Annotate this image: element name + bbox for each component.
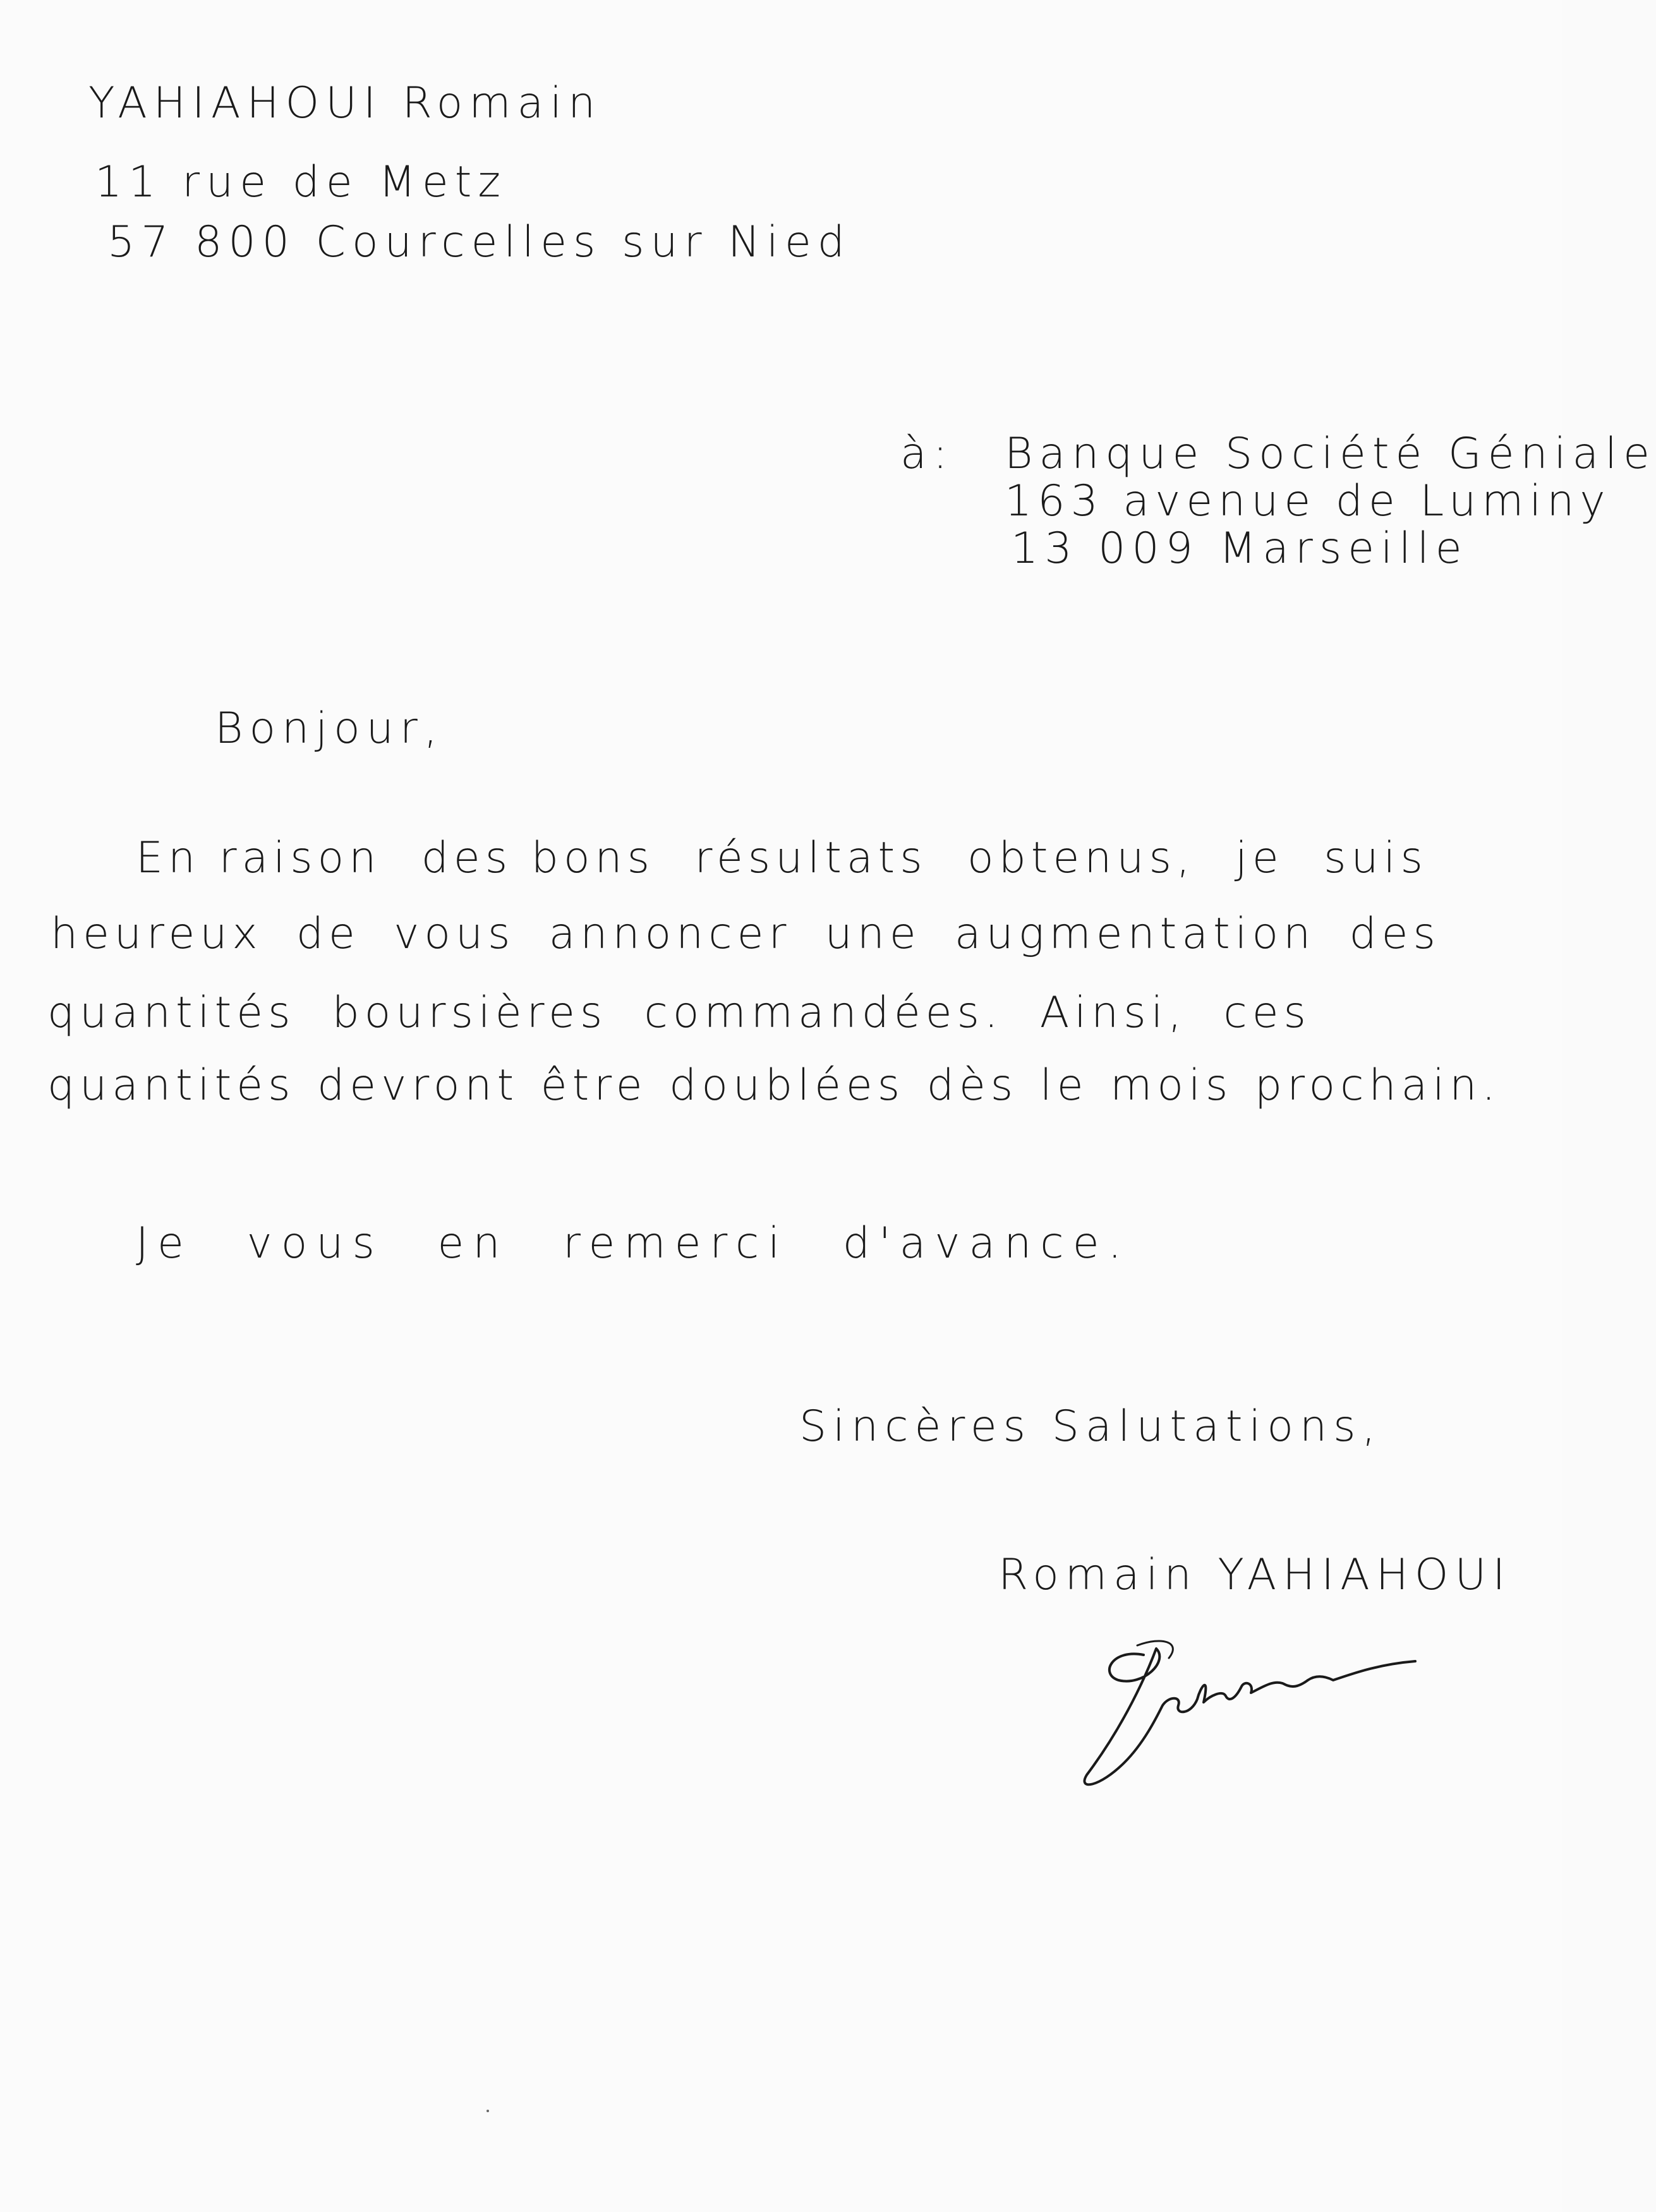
- body-word: de: [296, 909, 360, 959]
- body-word: résultats: [694, 833, 928, 883]
- body-line-2: [51, 909, 1441, 959]
- recipient-line1: Banque Société Géniale: [1005, 429, 1656, 479]
- scan-speck: [487, 2110, 489, 2112]
- body-word: être: [540, 1061, 648, 1110]
- signature-stroke: [1084, 1649, 1415, 1784]
- body-word: Ainsi,: [1039, 988, 1187, 1038]
- body-word: des bons: [421, 833, 655, 883]
- body-word: quantités: [47, 1061, 296, 1110]
- body-word: vous: [394, 909, 516, 959]
- greeting: Bonjour,: [215, 704, 444, 754]
- body-word: augmentation: [954, 909, 1316, 959]
- body-word: je: [1235, 833, 1284, 883]
- recipient-line2: 163 avenue de Luminy: [1005, 476, 1611, 526]
- signoff-name: Romain YAHIAHOUI: [998, 1550, 1512, 1600]
- body-word: dès: [926, 1061, 1018, 1110]
- sender-name: YAHIAHOUI Romain: [88, 78, 602, 128]
- body-line-1: [136, 833, 1428, 883]
- body-line-4: [47, 1061, 1501, 1110]
- body-word: le: [1039, 1061, 1089, 1110]
- body-word: annoncer: [548, 909, 792, 959]
- recipient-prefix: à:: [900, 429, 954, 479]
- body-word: prochain.: [1254, 1061, 1501, 1110]
- body-word: suis: [1324, 833, 1428, 883]
- body-word: ces: [1223, 988, 1311, 1038]
- sender-city: 57 800 Courcelles sur Nied: [107, 217, 851, 267]
- body-word: une: [825, 909, 921, 959]
- body-word: commandées.: [644, 988, 1003, 1038]
- body-word: obtenus,: [967, 833, 1195, 883]
- sender-street: 11 rue de Metz: [95, 157, 507, 207]
- body-word: boursières: [332, 988, 608, 1038]
- body-line-3: [47, 988, 1311, 1038]
- body-word: mois: [1110, 1061, 1233, 1110]
- signature: [1074, 1636, 1428, 1800]
- closing: Sincères Salutations,: [799, 1402, 1382, 1452]
- body-word: quantités: [47, 988, 296, 1038]
- body-word: doublées: [669, 1061, 905, 1110]
- recipient-line3: 13 009 Marseille: [1011, 524, 1468, 574]
- body-word: devront: [317, 1061, 519, 1110]
- body-word: des: [1349, 909, 1441, 959]
- body-word: heureux: [51, 909, 263, 959]
- thanks-line: Je vous en remerci d'avance.: [136, 1218, 1131, 1268]
- body-word: En raison: [136, 833, 382, 883]
